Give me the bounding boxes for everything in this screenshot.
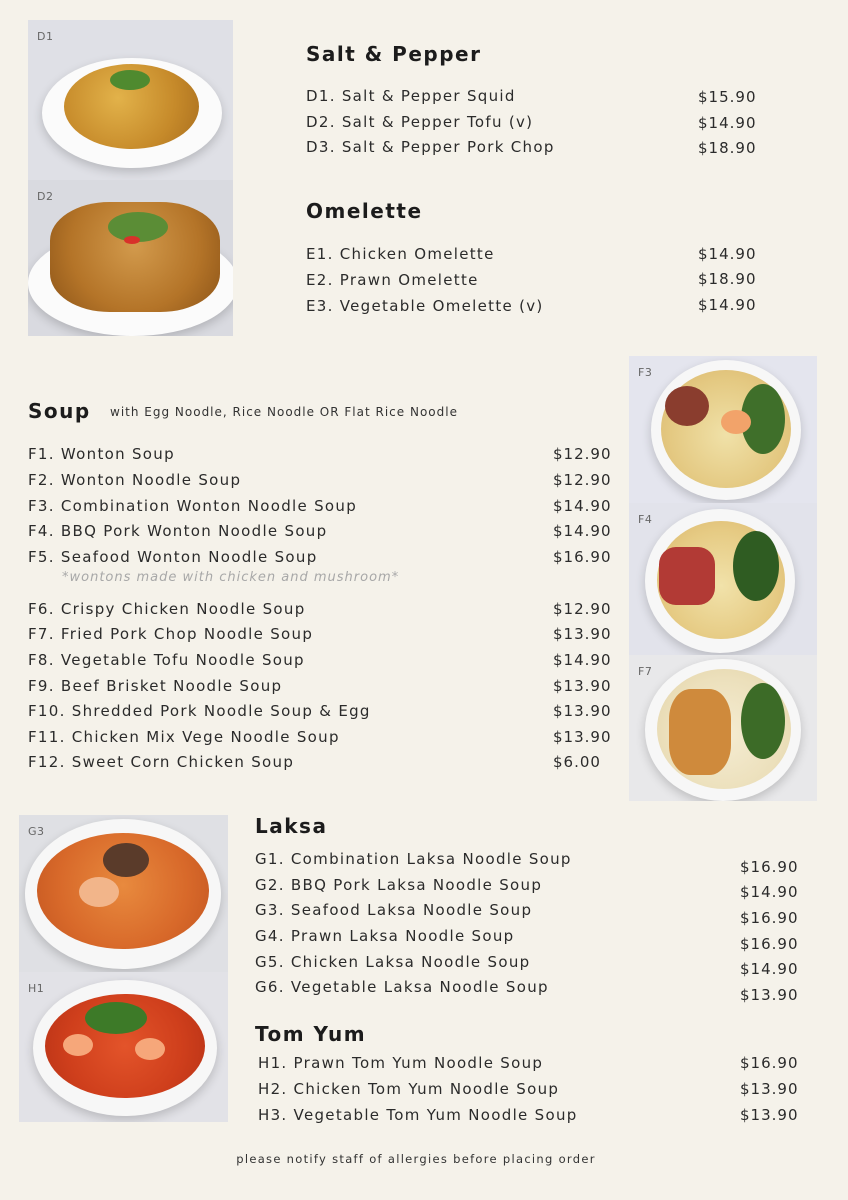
section-title-salt-pepper: Salt & Pepper bbox=[306, 42, 482, 66]
menu-item-price: $13.90 bbox=[553, 702, 612, 720]
menu-item-name: F1. Wonton Soup bbox=[28, 445, 175, 463]
photo-g3-seafood-laksa bbox=[19, 815, 228, 972]
menu-item-name: F12. Sweet Corn Chicken Soup bbox=[28, 753, 295, 771]
menu-item-price: $14.90 bbox=[698, 245, 757, 263]
menu-item-name: F9. Beef Brisket Noodle Soup bbox=[28, 677, 283, 695]
menu-item-name: D2. Salt & Pepper Tofu (v) bbox=[306, 113, 534, 131]
menu-item-name: F7. Fried Pork Chop Noodle Soup bbox=[28, 625, 314, 643]
section-title-laksa: Laksa bbox=[255, 814, 328, 838]
menu-item-price: $16.90 bbox=[553, 548, 612, 566]
photo-label: F3 bbox=[638, 366, 653, 379]
section-title-soup: Soup bbox=[28, 399, 91, 423]
soup-subtitle: with Egg Noodle, Rice Noodle OR Flat Rice Noodle bbox=[110, 405, 458, 419]
menu-item-price: $12.90 bbox=[553, 600, 612, 618]
menu-item-name: G1. Combination Laksa Noodle Soup bbox=[255, 850, 572, 868]
photo-h1-prawn-tom-yum bbox=[19, 972, 228, 1122]
section-title-omelette: Omelette bbox=[306, 199, 423, 223]
menu-item-price: $16.90 bbox=[740, 1054, 799, 1072]
wonton-note: *wontons made with chicken and mushroom* bbox=[62, 570, 400, 585]
menu-item-price: $13.90 bbox=[553, 677, 612, 695]
menu-item-price: $12.90 bbox=[553, 445, 612, 463]
photo-label: H1 bbox=[28, 982, 45, 995]
menu-item-name: G3. Seafood Laksa Noodle Soup bbox=[255, 901, 533, 919]
menu-item-name: G5. Chicken Laksa Noodle Soup bbox=[255, 953, 531, 971]
menu-item-price: $14.90 bbox=[553, 497, 612, 515]
menu-item-price: $14.90 bbox=[740, 883, 799, 901]
menu-item-price: $15.90 bbox=[698, 88, 757, 106]
menu-item-price: $18.90 bbox=[698, 139, 757, 157]
menu-item-name: F6. Crispy Chicken Noodle Soup bbox=[28, 600, 306, 618]
menu-item-name: F11. Chicken Mix Vege Noodle Soup bbox=[28, 728, 340, 746]
menu-item-price: $14.90 bbox=[553, 651, 612, 669]
photo-d2-salt-pepper-tofu bbox=[28, 180, 233, 336]
menu-item-name: H3. Vegetable Tom Yum Noodle Soup bbox=[258, 1106, 578, 1124]
photo-label: D1 bbox=[37, 30, 54, 43]
menu-item-price: $12.90 bbox=[553, 471, 612, 489]
menu-item-name: H1. Prawn Tom Yum Noodle Soup bbox=[258, 1054, 544, 1072]
menu-item-price: $13.90 bbox=[740, 1106, 799, 1124]
allergy-notice: please notify staff of allergies before placing order bbox=[236, 1152, 596, 1166]
menu-item-name: F10. Shredded Pork Noodle Soup & Egg bbox=[28, 702, 371, 720]
menu-item-name: H2. Chicken Tom Yum Noodle Soup bbox=[258, 1080, 560, 1098]
photo-label: G3 bbox=[28, 825, 45, 838]
menu-item-name: E2. Prawn Omelette bbox=[306, 271, 479, 289]
photo-d1-salt-pepper-squid bbox=[28, 20, 233, 180]
menu-item-price: $14.90 bbox=[553, 522, 612, 540]
photo-f3-combination-wonton bbox=[629, 356, 817, 503]
menu-item-name: F3. Combination Wonton Noodle Soup bbox=[28, 497, 358, 515]
menu-item-price: $13.90 bbox=[740, 1080, 799, 1098]
menu-item-price: $14.90 bbox=[698, 296, 757, 314]
menu-item-name: F2. Wonton Noodle Soup bbox=[28, 471, 242, 489]
photo-f4-bbq-pork-wonton bbox=[629, 503, 817, 655]
menu-item-price: $16.90 bbox=[740, 909, 799, 927]
photo-label: F7 bbox=[638, 665, 653, 678]
menu-item-price: $14.90 bbox=[698, 114, 757, 132]
menu-item-name: F8. Vegetable Tofu Noodle Soup bbox=[28, 651, 305, 669]
menu-item-price: $13.90 bbox=[740, 986, 799, 1004]
section-title-tom-yum: Tom Yum bbox=[255, 1022, 367, 1046]
menu-item-name: G2. BBQ Pork Laksa Noodle Soup bbox=[255, 876, 543, 894]
menu-item-name: E3. Vegetable Omelette (v) bbox=[306, 297, 544, 315]
menu-item-price: $16.90 bbox=[740, 858, 799, 876]
photo-f7-fried-pork-chop bbox=[629, 655, 817, 801]
menu-item-name: F4. BBQ Pork Wonton Noodle Soup bbox=[28, 522, 328, 540]
menu-item-name: G6. Vegetable Laksa Noodle Soup bbox=[255, 978, 549, 996]
menu-item-name: F5. Seafood Wonton Noodle Soup bbox=[28, 548, 318, 566]
menu-item-name: D3. Salt & Pepper Pork Chop bbox=[306, 138, 555, 156]
menu-item-price: $13.90 bbox=[553, 728, 612, 746]
menu-item-name: D1. Salt & Pepper Squid bbox=[306, 87, 516, 105]
menu-item-price: $14.90 bbox=[740, 960, 799, 978]
menu-item-price: $6.00 bbox=[553, 753, 601, 771]
photo-label: F4 bbox=[638, 513, 653, 526]
menu-item-price: $13.90 bbox=[553, 625, 612, 643]
menu-item-price: $18.90 bbox=[698, 270, 757, 288]
menu-item-name: E1. Chicken Omelette bbox=[306, 245, 495, 263]
photo-label: D2 bbox=[37, 190, 54, 203]
menu-item-name: G4. Prawn Laksa Noodle Soup bbox=[255, 927, 515, 945]
menu-item-price: $16.90 bbox=[740, 935, 799, 953]
